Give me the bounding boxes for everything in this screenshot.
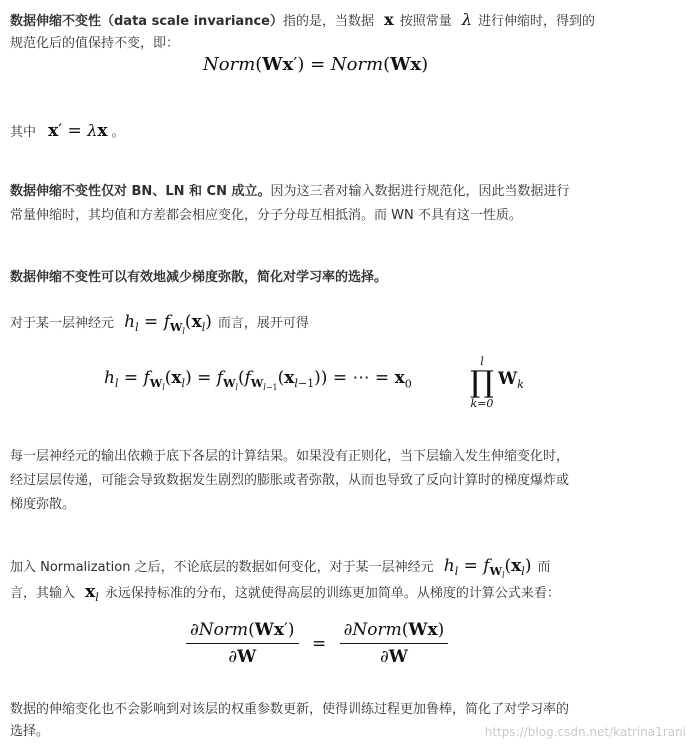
text: 。 [111,125,125,140]
text: 对于某一层神经元 [10,316,115,331]
text: 指的是，当数据 [282,14,374,29]
paragraph-explosion-line2: 经过层层传递，可能会导致数据发生剧烈的膨胀或者弥散，从而也导致了反向计算时的梯度爆炸或 [10,473,570,488]
fraction-right: $\frac{\text{∂Norm(Wx)}}{\partial W}$ [340,620,449,667]
claim-gradient: 数据伸缩不变性可以有效地减少梯度弥散，简化对学习率的选择。 [10,270,388,285]
prod-symbol: ∏ [470,365,494,400]
watermark: https://blog.csdn.net/katrina1rani [484,725,686,739]
text: 而 [537,560,551,575]
claim-bold: 数据伸缩不变性仅对 BN、LN 和 CN 成立。 [10,184,271,199]
paragraph-definition [10,10,595,32]
formula-neuron: $h_l = f_{W_l}(x_l)$ [124,312,212,337]
dots: ⋯ [352,368,370,388]
formula-neuron-2: $h_l = f_{W_l}(x_l)$ [443,556,532,581]
text: 其中 [10,125,37,140]
equation-gradient: $\frac{\text{∂Norm(Wx′)}}{\partial W}$ = $\frac{\text{∂Norm(Wx)}}{\partial W}$ [186,620,448,667]
paragraph-neuron [10,312,309,342]
text: 永远保持标准的分布，这就使得高层的训练更加简单。从梯度的计算公式来看： [104,586,560,601]
prod-lower-limit: k=0 [470,397,494,410]
text: 进行伸缩时，得到的 [477,14,595,29]
math-lambda: λ [461,10,472,29]
paragraph-explosion-line1: 每一层神经元的输出依赖于底下各层的计算结果。如果没有正则化，当下层输入发生伸缩变化时， [10,449,570,464]
prod-upper-limit: l [480,355,484,368]
fraction-left: $\frac{\text{∂Norm(Wx′)}}{\partial W}$ [186,620,299,667]
paragraph-normalization-line2 [10,582,560,609]
formula-scale: x′ = λx [48,121,108,141]
paragraph-conclusion-line1: 数据的伸缩变化也不会影响到对该层的权重参数更新，使得训练过程更加鲁棒，简化了对学习率的 [10,702,570,717]
text: 因为这三者对输入数据进行规范化，因此当数据进行 [270,184,570,199]
paragraph-bn-ln-cn [10,182,570,202]
text: 加入 Normalization 之后，不论底层的数据如何变化，对于某一层神经元 [10,560,434,575]
product-operator [469,356,495,410]
equation-expansion: $h_l = f_{W_l}(x_l) = f_{W_l}(f_{W_{l-1}}(x_{l-1}))$ = ⋯ = $x_0$ [104,368,412,393]
text: 言，其输入 [10,586,76,601]
math-x: x [384,10,394,29]
paragraph-conclusion-line2: 选择。 [10,724,50,739]
text: 按照常量 [399,14,452,29]
text: 而言，展开可得 [217,316,309,331]
paragraph-bn-ln-cn-line2: 常量伸缩时，其均值和方差都会相应变化，分子分母互相抵消。而 WN 不具有这一性质。 [10,208,522,223]
formula-input: $x_l$ [85,582,99,605]
term-bold: 数据伸缩不变性（data scale invariance） [10,14,283,29]
equation-expansion-tail: $W_k$ [498,369,524,392]
paragraph-where [10,121,125,143]
paragraph-definition-line2: 规范化后的值保持不变，即： [10,36,180,51]
equation-invariance: Norm(Wx′) = Norm(Wx) [203,54,429,75]
paragraph-explosion-line3: 梯度弥散。 [10,497,76,512]
